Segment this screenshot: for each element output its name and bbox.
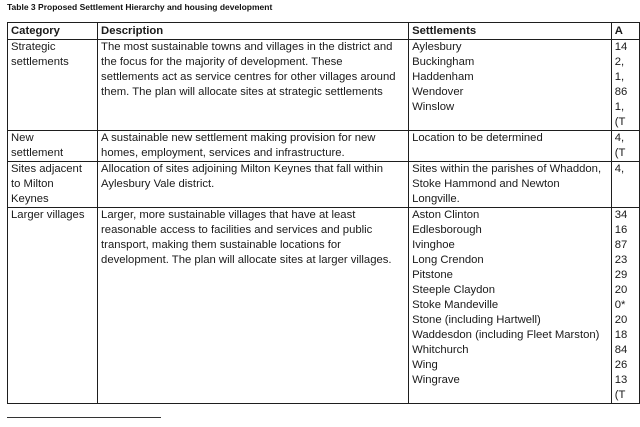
amount-value: (T — [614, 147, 626, 159]
settlement-name: Sites within the parishes of Whaddon, — [412, 163, 602, 175]
settlement-name: Pitstone — [412, 269, 453, 281]
description-line: Allocation of sites adjoining Milton Keynes that fall within — [101, 163, 383, 175]
amount-value: 0* — [614, 299, 626, 311]
amount-cell — [611, 162, 639, 208]
amount-value: 18 — [614, 329, 628, 341]
amount-value: (T — [614, 389, 626, 401]
settlement-name: Stoke Hammond and Newton — [412, 178, 560, 190]
amount-value: 16 — [614, 224, 628, 236]
settlements-cell — [409, 40, 612, 131]
settlement-name: Long Crendon — [412, 254, 484, 266]
settlements-cell — [409, 131, 612, 162]
description-line: them. The plan will allocate sites at strategic settlements — [101, 86, 383, 98]
amount-value: 84 — [614, 344, 628, 356]
category-line: Keynes — [11, 193, 49, 205]
amount-value: 4, — [614, 132, 625, 144]
settlement-name: Longville. — [412, 193, 460, 205]
amount-value: 1, — [614, 101, 625, 113]
amount-cell — [611, 131, 639, 162]
description-line: homes, employment, services and infrastructure. — [101, 147, 345, 159]
description-cell — [98, 208, 409, 404]
description-line: A sustainable new settlement making provision for new — [101, 132, 376, 144]
settlement-name: Ivinghoe — [412, 239, 455, 251]
category-cell — [8, 162, 98, 208]
amount-value: 29 — [614, 269, 628, 281]
settlement-name: Haddenham — [412, 71, 474, 83]
settlement-name: Stoke Mandeville — [412, 299, 499, 311]
amount-value: 4, — [614, 163, 625, 175]
amount-value: 20 — [614, 284, 628, 296]
settlement-name: Wendover — [412, 86, 464, 98]
settlement-name — [412, 388, 608, 403]
settlement-name: Winslow — [412, 101, 455, 113]
settlement-hierarchy-table — [7, 22, 640, 404]
amount-value: 26 — [614, 359, 628, 371]
amount-value: 86 — [614, 86, 628, 98]
description-line: the focus for the majority of development. These — [101, 56, 343, 68]
header-category: Category — [8, 23, 98, 40]
settlement-name: Aylesbury — [412, 41, 462, 53]
amount-value: 87 — [614, 239, 628, 251]
amount-value: 14 — [614, 41, 628, 53]
settlement-name: Waddesdon (including Fleet Marston) — [412, 329, 600, 341]
settlement-name: Wing — [412, 359, 438, 371]
settlement-name: Edlesborough — [412, 224, 482, 236]
settlement-name: Location to be determined — [412, 132, 543, 144]
settlements-cell — [409, 208, 612, 404]
category-cell — [8, 40, 98, 131]
amount-value: 20 — [614, 314, 628, 326]
category-line: settlement — [11, 147, 64, 159]
description-line: development. The plan will allocate sites at larger villages. — [101, 254, 392, 266]
settlement-name: Buckingham — [412, 56, 475, 68]
description-line: settlements act as service centres for other villages around — [101, 71, 396, 83]
settlement-name: Wingrave — [412, 374, 460, 386]
settlement-name: Steeple Claydon — [412, 284, 495, 296]
settlements-cell — [409, 162, 612, 208]
category-line: Sites adjacent — [11, 163, 82, 175]
footnote-divider — [7, 417, 161, 418]
header-row — [8, 23, 640, 40]
amount-value: 34 — [614, 209, 628, 221]
amount-cell — [611, 208, 639, 404]
description-cell — [98, 162, 409, 208]
header-amount: A — [611, 23, 639, 40]
table-row — [8, 131, 640, 162]
table-row — [8, 208, 640, 404]
category-line: Larger villages — [11, 209, 85, 221]
amount-value: 1, — [614, 71, 625, 83]
description-line: The most sustainable towns and villages in the district and — [101, 41, 393, 53]
category-cell — [8, 208, 98, 404]
description-cell — [98, 40, 409, 131]
settlement-name: Whitchurch — [412, 344, 469, 356]
header-description: Description — [98, 23, 409, 40]
category-line: settlements — [11, 56, 69, 68]
settlement-name — [412, 115, 608, 130]
table-row — [8, 162, 640, 208]
settlement-name: Stone (including Hartwell) — [412, 314, 541, 326]
description-cell — [98, 131, 409, 162]
settlement-name: Aston Clinton — [412, 209, 480, 221]
table-caption: Table 3 Proposed Settlement Hierarchy and housing development — [7, 2, 273, 12]
amount-value: 2, — [614, 56, 625, 68]
table-row — [8, 40, 640, 131]
category-cell — [8, 131, 98, 162]
description-line: transport, making them sustainable locations for — [101, 239, 341, 251]
amount-value: 13 — [614, 374, 628, 386]
category-line: New — [11, 132, 34, 144]
amount-cell — [611, 40, 639, 131]
description-line: reasonable access to facilities and services and public — [101, 224, 373, 236]
header-settlements: Settlements — [409, 23, 612, 40]
category-line: to Milton — [11, 178, 54, 190]
description-line: Larger, more sustainable villages that have at least — [101, 209, 356, 221]
description-line: Aylesbury Vale district. — [101, 178, 215, 190]
amount-value: 23 — [614, 254, 628, 266]
category-line: Strategic — [11, 41, 56, 53]
amount-value: (T — [614, 116, 626, 128]
